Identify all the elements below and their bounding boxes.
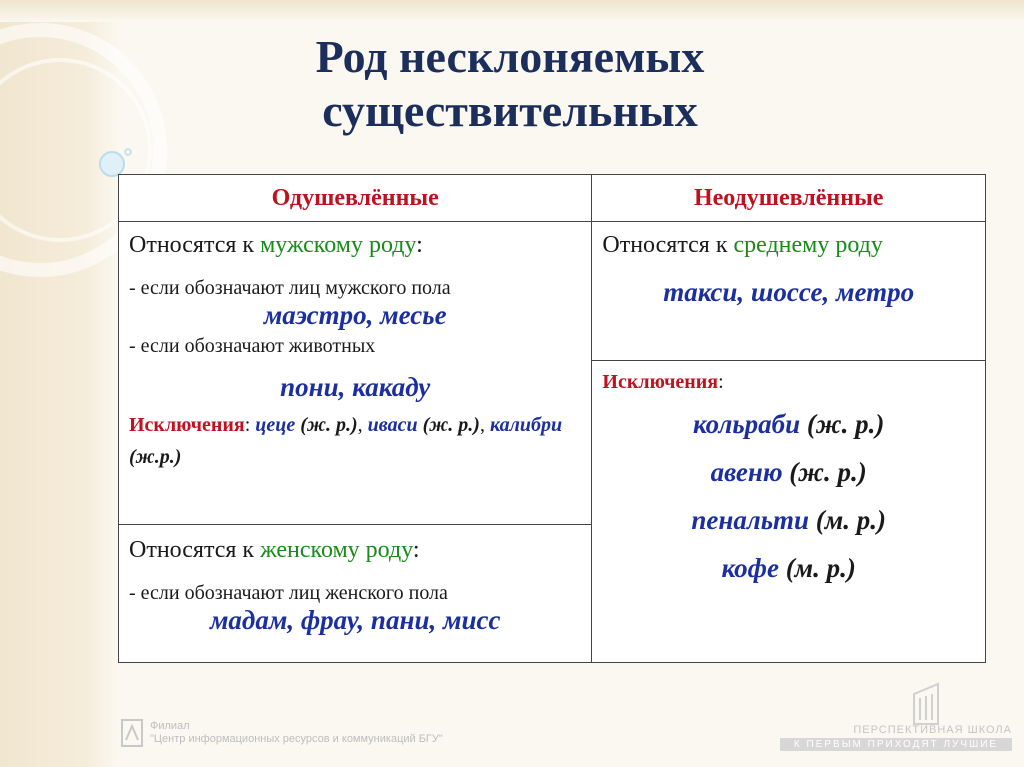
exception-word: кофе xyxy=(721,553,779,583)
gender-masculine: мужскому роду xyxy=(260,232,417,258)
masculine-heading xyxy=(129,232,581,259)
examples-male-persons: маэстро, месье xyxy=(263,300,447,330)
exceptions-colon: : xyxy=(244,414,256,436)
exception-word: авеню xyxy=(710,457,783,487)
neuter-heading xyxy=(602,232,975,259)
exception-gender: (ж. р.) xyxy=(295,414,358,436)
examples-neuter: такси, шоссе, метро xyxy=(663,277,915,307)
exception-item xyxy=(602,400,975,448)
organization-logo-icon xyxy=(120,718,144,748)
exception-gender: (м. р.) xyxy=(778,553,856,583)
cell-inanimate-exceptions xyxy=(592,361,985,592)
heading-prefix: Относятся к xyxy=(602,232,734,258)
exception-word: иваси xyxy=(367,414,418,436)
exception-item xyxy=(602,544,975,592)
cell-animate-feminine xyxy=(119,525,592,663)
exceptions-label: Исключения xyxy=(602,371,719,393)
heading-prefix: Относятся к xyxy=(129,232,261,258)
inanimate-exceptions-heading xyxy=(602,371,975,394)
header-inanimate: Неодушевлённые xyxy=(592,175,986,222)
heading-prefix: Относятся к xyxy=(129,537,261,563)
title-line-2: существительных xyxy=(322,85,698,136)
cell-animate-masculine xyxy=(119,222,592,525)
exception-gender: (ж. р.) xyxy=(417,414,480,436)
cell-inanimate-neuter xyxy=(592,222,985,361)
footer-organization xyxy=(120,718,443,748)
examples-female-persons: мадам, фрау, пани, мисс xyxy=(209,605,501,635)
separator: , xyxy=(479,414,490,436)
page-title xyxy=(150,30,870,138)
exception-word: кольраби xyxy=(693,409,801,439)
brand-motto: К ПЕРВЫМ ПРИХОДЯТ ЛУЧШИЕ xyxy=(780,738,1012,751)
heading-suffix: : xyxy=(416,232,423,258)
exception-word: пенальти xyxy=(691,505,810,535)
exceptions-label: Исключения xyxy=(129,414,245,436)
separator: , xyxy=(357,414,368,436)
exception-gender: (ж.р.) xyxy=(129,446,182,468)
exception-gender: (м. р.) xyxy=(809,505,887,535)
exception-word: калибри xyxy=(489,414,563,436)
feminine-heading xyxy=(129,537,581,564)
exception-gender: (ж. р.) xyxy=(800,409,885,439)
heading-suffix: : xyxy=(412,537,420,563)
header-animate: Одушевлённые xyxy=(119,175,592,222)
gender-feminine: женскому роду xyxy=(260,537,413,563)
title-line-1: Род несклоняемых xyxy=(315,31,705,82)
exception-list xyxy=(602,400,975,592)
rule-female-persons: - если обозначают лиц женского пола xyxy=(129,582,448,604)
cell-inanimate xyxy=(592,222,986,663)
organization-line-1: Филиал xyxy=(150,720,190,732)
organization-line-2: "Центр информационных ресурсов и коммуникаций БГУ" xyxy=(150,733,443,745)
examples-animals: пони, какаду xyxy=(280,372,431,402)
gender-table xyxy=(118,174,986,663)
exception-item xyxy=(602,496,975,544)
exception-item xyxy=(602,448,975,496)
rule-animals: - если обозначают животных xyxy=(129,335,376,357)
footer-brand xyxy=(780,696,1012,751)
exceptions-colon: : xyxy=(718,371,724,393)
gender-neuter: среднему роду xyxy=(733,232,883,258)
school-column-icon xyxy=(906,676,946,726)
exceptions-masculine xyxy=(129,409,581,473)
exception-gender: (ж. р.) xyxy=(782,457,867,487)
rule-male-persons: - если обозначают лиц мужского пола xyxy=(129,277,451,299)
brand-name: ПЕРСПЕКТИВНАЯ ШКОЛА xyxy=(853,724,1012,736)
exception-word: цеце xyxy=(255,414,296,436)
